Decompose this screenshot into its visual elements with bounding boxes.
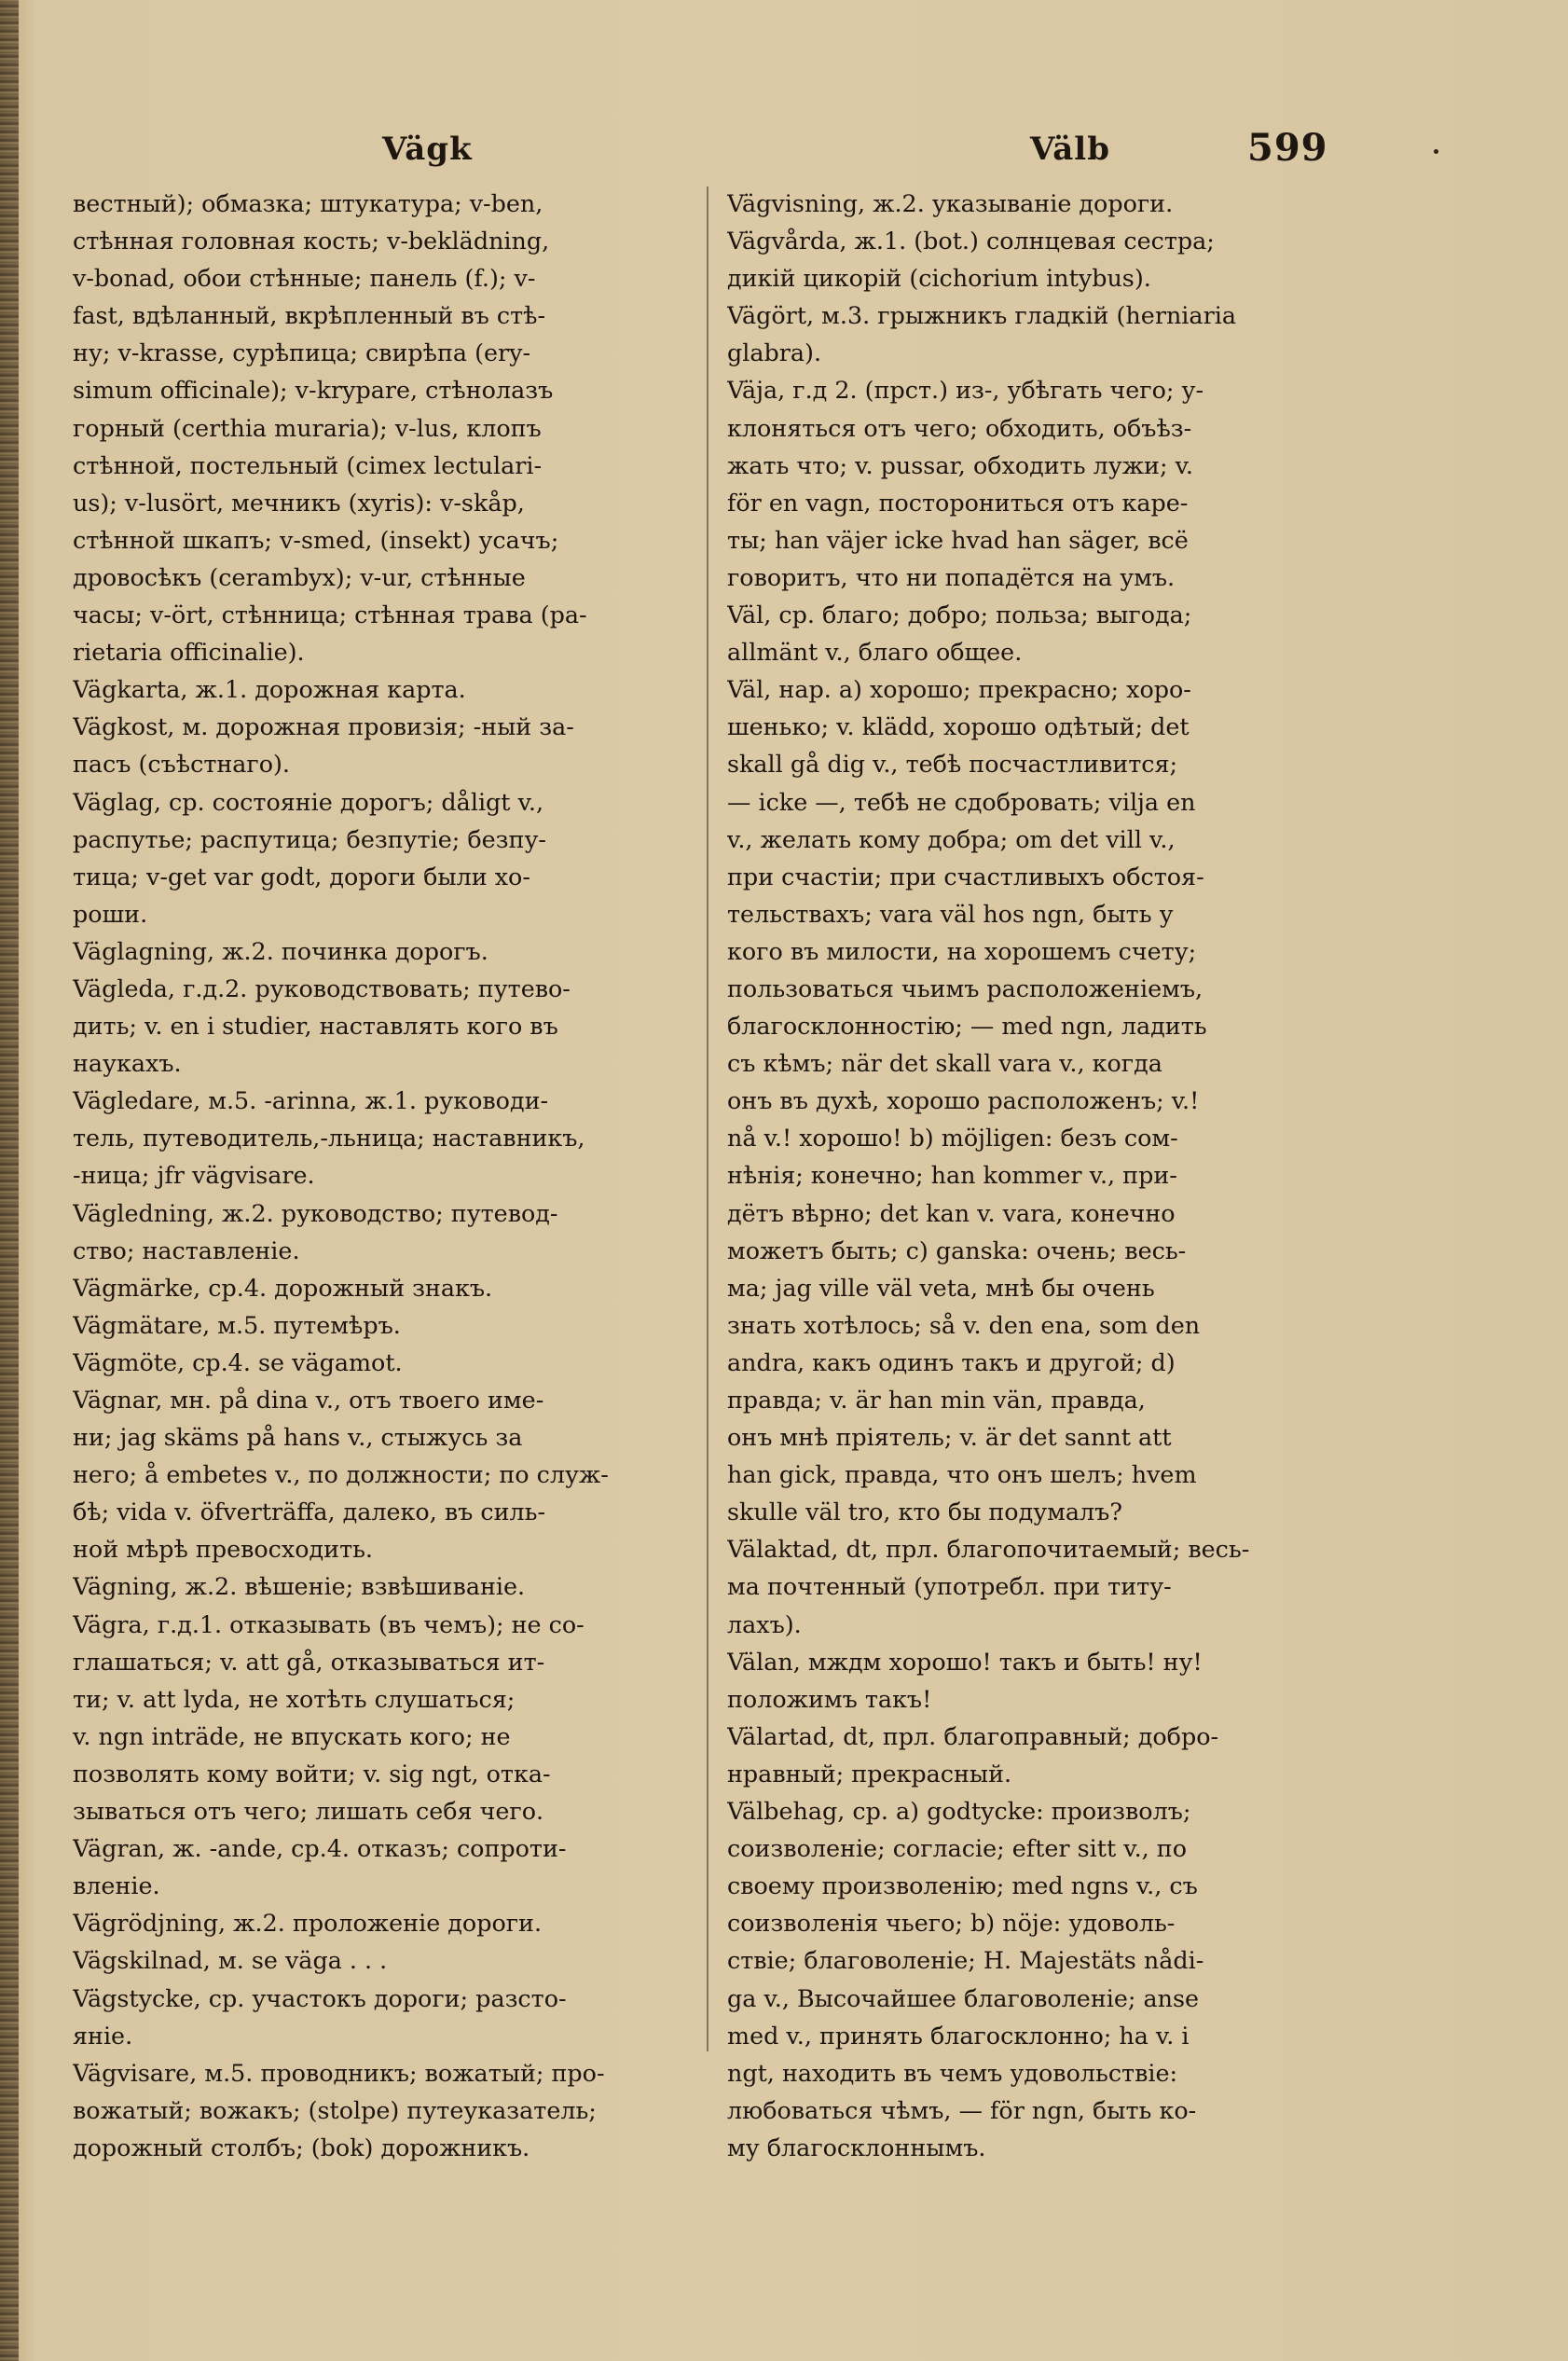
dictionary-line: Välan, мждм хорошо! такъ и быть! ну! — [727, 1647, 1203, 1676]
running-head-right: Välb — [1030, 131, 1110, 168]
dictionary-line: положимъ такъ! — [727, 1684, 932, 1713]
dictionary-line: кого въ милости, на хорошемъ счету; — [727, 936, 1197, 965]
dictionary-line: simum officinale); v-krypare, стѣнолазъ — [73, 376, 554, 405]
dictionary-line: Väl, нар. a) хорошо; прекрасно; хоро- — [727, 675, 1191, 704]
dictionary-line: можетъ быть; c) ganska: очень; весь- — [727, 1236, 1187, 1264]
dictionary-line: us); v-lusört, мечникъ (xyris): v-skåp, — [73, 488, 525, 517]
dictionary-line: ни; jag skäms på hans v., стыжусь за — [73, 1423, 523, 1452]
dictionary-line: съ кѣмъ; när det skall vara v., когда — [727, 1049, 1162, 1078]
dictionary-line: нѣнія; конечно; han kommer v., при- — [727, 1161, 1177, 1190]
dictionary-line: говоритъ, что ни попадётся на умъ. — [727, 562, 1176, 591]
dictionary-line: ствіе; благоволеніе; H. Majestäts nådi- — [727, 1946, 1204, 1975]
dictionary-line: часы; v-ört, стѣнница; стѣнная трава (pa- — [73, 601, 587, 629]
dictionary-line: дикій цикорій (cichorium intybus). — [727, 264, 1151, 293]
dictionary-line: ма почтенный (употребл. при титу- — [727, 1572, 1172, 1601]
dictionary-line: клоняться отъ чего; обходить, объѣз- — [727, 413, 1192, 442]
column-divider — [707, 186, 708, 2051]
dictionary-line: горный (certhia muraria); v-lus, клопъ — [73, 413, 542, 442]
dictionary-line: вестный); обмазка; штукатура; v-ben, — [73, 189, 543, 217]
dictionary-line: ngt, находить въ чемъ удовольствіе: — [727, 2058, 1178, 2087]
dictionary-line: ма; jag ville väl veta, мнѣ бы очень — [727, 1273, 1155, 1302]
dictionary-line: него; å embetes v., по должности; по служ- — [73, 1460, 609, 1489]
dictionary-line: знать хотѣлось; så v. den ena, som den — [727, 1310, 1201, 1339]
dictionary-line: правда; v. är han min vän, правда, — [727, 1386, 1146, 1414]
dictionary-line: v-bonad, обои стѣнные; панель (f.); v- — [73, 264, 536, 293]
dictionary-line: Vägleda, г.д.2. руководствовать; путево- — [73, 973, 571, 1002]
dictionary-line: skall gå dig v., тебѣ посчастливится; — [727, 750, 1178, 779]
dictionary-line: v., желать кому добра; om det vill v., — [727, 824, 1176, 853]
dictionary-line: распутье; распутица; безпутіе; безпу- — [73, 824, 546, 853]
dictionary-line: Välartad, dt, прл. благоправный; добро- — [727, 1721, 1219, 1750]
dictionary-line: тель, путеводитель,-льница; наставникъ, — [73, 1124, 585, 1153]
dictionary-line: тельствахъ; vara väl hos ngn, быть у — [727, 899, 1174, 928]
dictionary-line: Vägstycke, ср. участокъ дороги; разсто- — [73, 1983, 567, 2012]
dictionary-line: нравный; прекрасный. — [727, 1759, 1012, 1788]
dictionary-line: при счастіи; при счастливыхъ обстоя- — [727, 862, 1204, 891]
dictionary-line: вленіе. — [73, 1871, 160, 1900]
dictionary-line: стѣнной, постельный (cimex lectulari- — [73, 450, 543, 479]
dictionary-line: Vägmöte, ср.4. se vägamot. — [73, 1347, 403, 1376]
dictionary-line: Vägkost, м. дорожная провизія; -ный за- — [73, 712, 574, 741]
dictionary-line: Vägvisning, ж.2. указываніе дороги. — [727, 189, 1174, 217]
dictionary-line: яніе. — [73, 2021, 133, 2050]
dictionary-line: шенько; v. klädd, хорошо одѣтый; det — [727, 712, 1190, 741]
dictionary-line: лахъ). — [727, 1609, 802, 1638]
dictionary-line: Väglag, ср. состояніе дорогъ; dåligt v., — [73, 787, 544, 816]
dictionary-line: стѣнная головная кость; v-beklädning, — [73, 227, 550, 255]
dictionary-line: nå v.! хорошо! b) möjligen: безъ сом- — [727, 1124, 1178, 1153]
dictionary-line: glabra). — [727, 338, 822, 367]
dictionary-line: благосклонностію; — med ngn, ладить — [727, 1012, 1207, 1041]
print-dot — [1434, 149, 1438, 154]
dictionary-line: Vägört, м.3. грыжникъ гладкій (herniaria — [727, 301, 1236, 330]
dictionary-line: Väl, ср. благо; добро; польза; выгода; — [727, 601, 1192, 629]
right-column — [727, 185, 1361, 2166]
dictionary-line: skulle väl tro, кто бы подумалъ? — [727, 1498, 1122, 1526]
dictionary-line: Välbehag, ср. a) godtycke: произволъ; — [727, 1797, 1191, 1826]
dictionary-line: пользоваться чьимъ расположеніемъ, — [727, 973, 1204, 1002]
dictionary-line: дорожный столбъ; (bok) дорожникъ. — [73, 2133, 530, 2161]
dictionary-line: ной мѣрѣ превосходить. — [73, 1535, 374, 1564]
dictionary-line: дётъ вѣрно; det kan v. vara, конечно — [727, 1198, 1176, 1227]
dictionary-line: Vägledning, ж.2. руководство; путевод- — [73, 1198, 558, 1227]
book-spine-edge — [0, 0, 19, 2361]
dictionary-line: — icke —, тебѣ не сдобровать; vilja en — [727, 787, 1196, 816]
dictionary-line: Väglagning, ж.2. починка дорогъ. — [73, 936, 488, 965]
dictionary-line: Vägvisare, м.5. проводникъ; вожатый; про- — [73, 2058, 605, 2087]
dictionary-line: наукахъ. — [73, 1049, 182, 1078]
dictionary-line: зываться отъ чего; лишать себя чего. — [73, 1797, 544, 1826]
dictionary-line: Vägra, г.д.1. отказывать (въ чемъ); не со- — [73, 1609, 585, 1638]
page-number: 599 — [1247, 126, 1328, 170]
dictionary-line: Vägnar, мн. på dina v., отъ твоего име- — [73, 1386, 544, 1414]
dictionary-line: med v., принять благосклонно; ha v. i — [727, 2021, 1190, 2050]
dictionary-line: жать что; v. pussar, обходить лужи; v. — [727, 450, 1193, 479]
dictionary-line: allmänt v., благо общее. — [727, 638, 1023, 667]
dictionary-line: Välaktad, dt, прл. благопочитаемый; весь- — [727, 1535, 1250, 1564]
dictionary-line: бѣ; vida v. öfverträffa, далеко, въ силь- — [73, 1498, 546, 1526]
dictionary-line: позволять кому войти; v. sig ngt, отка- — [73, 1759, 551, 1788]
dictionary-line: Vägmätare, м.5. путемѣръ. — [73, 1310, 401, 1339]
dictionary-line: Vägrödjning, ж.2. проложеніе дороги. — [73, 1909, 543, 1938]
dictionary-line: -ница; jfr vägvisare. — [73, 1161, 315, 1190]
dictionary-line: роши. — [73, 899, 148, 928]
dictionary-line: Vägmärke, ср.4. дорожный знакъ. — [73, 1273, 493, 1302]
dictionary-line: соизволенія чьего; b) nöje: удоволь- — [727, 1909, 1176, 1938]
dictionary-line: ну; v-krasse, сурѣпица; свирѣпа (ery- — [73, 338, 531, 367]
dictionary-line: Vägledare, м.5. -arinna, ж.1. руководи- — [73, 1086, 549, 1115]
dictionary-line: ство; наставленіе. — [73, 1236, 300, 1264]
dictionary-line: rietaria officinalie). — [73, 638, 305, 667]
dictionary-line: вожатый; вожакъ; (stolpe) путеуказатель; — [73, 2095, 597, 2124]
dictionary-line: Vägkarta, ж.1. дорожная карта. — [73, 675, 466, 704]
dictionary-line: Vägskilnad, м. se väga . . . — [73, 1946, 388, 1975]
dictionary-line: тица; v-get var godt, дороги были хо- — [73, 862, 530, 891]
dictionary-line: Vägvårda, ж.1. (bot.) солнцевая сестра; — [727, 227, 1215, 255]
dictionary-line: глашаться; v. att gå, отказываться ит- — [73, 1647, 545, 1676]
dictionary-line: Väja, г.д 2. (прст.) из-, убѣгать чего; у- — [727, 376, 1204, 405]
dictionary-line: любоваться чѣмъ, — för ngn, быть ко- — [727, 2095, 1197, 2124]
dictionary-line: fast, вдѣланный, вкрѣпленный въ стѣ- — [73, 301, 546, 330]
dictionary-line: Vägning, ж.2. вѣшеніе; взвѣшиваніе. — [73, 1572, 526, 1601]
dictionary-line: andra, какъ одинъ такъ и другой; d) — [727, 1347, 1176, 1376]
dictionary-line: онъ въ духѣ, хорошо расположенъ; v.! — [727, 1086, 1200, 1115]
dictionary-line: своему произволенію; med ngns v., съ — [727, 1871, 1198, 1900]
dictionary-line: дровосѣкъ (cerambyx); v-ur, стѣнные — [73, 562, 526, 591]
dictionary-line: ga v., Высочайшее благоволеніе; anse — [727, 1983, 1200, 2012]
dictionary-line: му благосклоннымъ. — [727, 2133, 986, 2161]
dictionary-line: стѣнной шкапъ; v-smed, (insekt) усачъ; — [73, 525, 559, 554]
dictionary-line: för en vagn, посторониться отъ каре- — [727, 488, 1189, 517]
dictionary-line: онъ мнѣ пріятель; v. är det sannt att — [727, 1423, 1172, 1452]
dictionary-line: v. ngn inträde, не впускать кого; не — [73, 1721, 511, 1750]
dictionary-line: ти; v. att lyda, не хотѣть слушаться; — [73, 1684, 516, 1713]
dictionary-line: han gick, правда, что онъ шелъ; hvem — [727, 1460, 1197, 1489]
dictionary-line: дить; v. en i studier, наставлять кого въ — [73, 1012, 558, 1041]
running-head-left: Vägk — [382, 131, 473, 168]
dictionary-line: Vägran, ж. -ande, ср.4. отказъ; сопроти- — [73, 1834, 567, 1863]
left-column — [73, 185, 707, 2166]
dictionary-line: ты; han väjer icke hvad han säger, всё — [727, 525, 1189, 554]
dictionary-line: соизволеніе; согласіе; efter sitt v., по — [727, 1834, 1188, 1863]
dictionary-line: пасъ (съѣстнаго). — [73, 750, 290, 779]
